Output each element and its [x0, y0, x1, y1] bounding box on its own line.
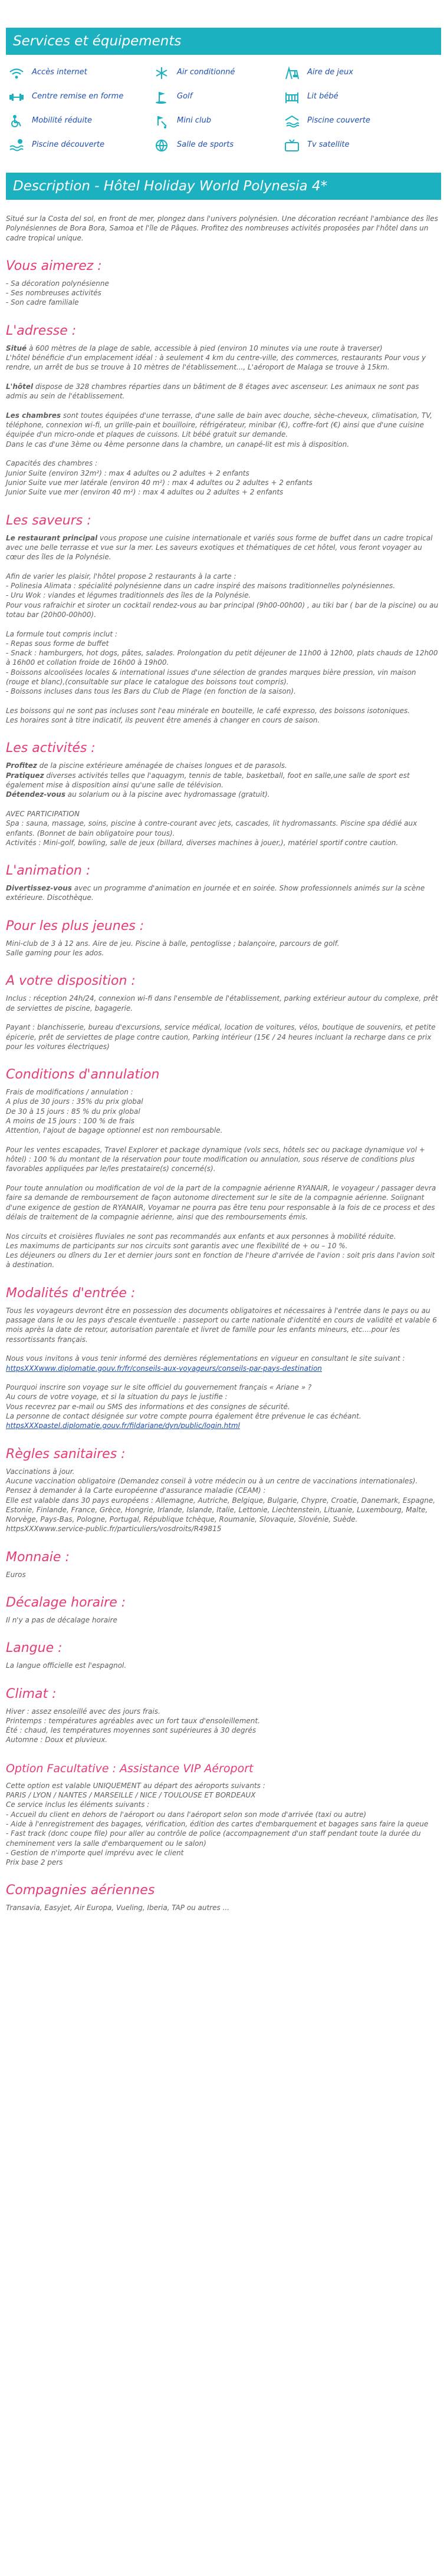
section-line: Nos circuits et croisières fluviales ne sont pas recommandés aux enfants et aux personnes à mobilité réduite. [6, 1232, 396, 1241]
section-line: Automne : Doux et pluvieux. [6, 1736, 108, 1744]
section-line: - Son cadre familiale [6, 298, 79, 307]
section-line: - Ses nombreuses activités [6, 289, 101, 298]
service-label: Mini club [177, 116, 212, 126]
section-line: Euros [6, 1570, 26, 1579]
reference-link[interactable]: httpsXXXwww.diplomatie.gouv.fr/fr/conseils-aux-voyageurs/conseils-par-pays-destination [6, 1364, 322, 1373]
section-heading: Option Facultative : Assistance VIP Aéroport [6, 1762, 254, 1775]
service-label: Golf [177, 92, 193, 101]
section-line: - Repas sous forme de buffet [6, 639, 109, 648]
paragraph-text: avec un programme d'animation en journée et en soirée. Show professionnels animés sur la scène extérieure. Discothèque. [6, 884, 425, 902]
paragraph-text: dispose de 328 chambres réparties dans un bâtiment de 8 étages avec ascenseur. Les animaux ne sont pas admis au sein de l'établissement. [6, 382, 419, 401]
paragraph-lead: L'hôtel [6, 382, 34, 391]
baby-bed-icon [284, 90, 300, 104]
spacer [6, 1013, 441, 1023]
section-line: Attention, l'ajout de bagage optionnel est non remboursable. [6, 1126, 223, 1135]
section-line: Pensez à demander à la Carte européenne d'assurance maladie (CEAM) : [6, 1486, 266, 1495]
paragraph-lead: Le restaurant principal [6, 533, 98, 542]
section-paragraph [6, 382, 441, 401]
section-paragraph [6, 761, 441, 770]
service-label: Tv satellite [307, 140, 350, 150]
section-line: Activités : Mini-golf, bowling, salle de jeux (billard, diverses machines à jouer,), matériel sportif contre caution. [6, 838, 399, 847]
service-label: Mobilité réduite [32, 116, 93, 126]
paragraph-text: vous propose une cuisine internationale et variés sous forme de buffet dans un cadre tropical avec une belle terrasse et vue sur la mer. Les saveurs exotiques et thématiques de cet hôtel, vous feront voyager au cœur des îles de la Polynésie. [6, 533, 433, 562]
section-line: httpsXXXwww.service-public.fr/particuliers/vosdroits/R49815 [6, 1525, 222, 1533]
section-line: - Sa décoration polynésienne [6, 279, 109, 288]
section-line: Pour les ventes escapades, Travel Explorer et package dynamique (vols secs, hôtels sec ou package dynamique vol + hôtel) : 100 % du montant de la réservation pour toute modification ou annulation, sous réserve de conditions plus favorables appliquées par le/les prestataire(s) concerné(s). [6, 1145, 425, 1173]
section-line: AVEC PARTICIPATION [6, 809, 80, 818]
section-line: A moins de 15 jours : 100 % de frais [6, 1117, 134, 1125]
section-heading: Pour les plus jeunes : [6, 918, 144, 934]
section-line: Junior Suite vue mer latérale (environ 40 m²) : max 4 adultes ou 2 adultes + 2 enfants [6, 478, 313, 487]
section-line: Printemps : températures agréables avec un fort taux d'ensoleillement. [6, 1716, 260, 1725]
section-line: Capacités des chambres : [6, 459, 98, 468]
section-heading: Règles sanitaires : [6, 1446, 126, 1462]
section-line: Dans le cas d'une 3ème ou 4ème personne dans la chambre, un canapé-lit est mis à disposition. [6, 440, 350, 448]
service-label: Piscine couverte [307, 116, 370, 126]
section-line: - Uru Wok : viandes et légumes traditionnels des îles de la Polynésie. [6, 591, 251, 600]
section-heading: Compagnies aériennes [6, 1883, 155, 1898]
paragraph-lead: Pratiquez [6, 771, 44, 780]
spacer [6, 1344, 441, 1354]
service-item [8, 61, 153, 85]
service-item [153, 133, 284, 157]
section-line: - Gestion de n'importe quel imprévu avec le client [6, 1848, 184, 1857]
section-paragraph [6, 344, 441, 353]
outdoor-pool-icon [8, 138, 25, 153]
service-item [153, 61, 284, 85]
section-paragraph [6, 883, 441, 903]
spacer [6, 1174, 441, 1183]
section-line: Les horaires sont à titre indicatif, ils peuvent être amenés à changer en cours de saison. [6, 716, 320, 725]
reference-link[interactable]: httpsXXXpastel.diplomatie.gouv.fr/fildariane/dyn/public/login.html [6, 1421, 240, 1430]
section-paragraph [6, 771, 441, 790]
link-line [6, 1364, 441, 1373]
paragraph-lead: Détendez-vous [6, 790, 65, 799]
paragraph-lead: Les chambres [6, 411, 61, 420]
wheelchair-icon [8, 114, 25, 128]
section-line: L'hôtel bénéficie d'un emplacement idéal : à seulement 4 km du centre-ville, des commerces, restaurants Pour vous y rendre, un arrêt de bus se trouve à 10 mètres de l'établissement..., L'aéroport de Malaga se trouve à 15km. [6, 354, 426, 372]
service-label: Piscine découverte [32, 140, 105, 150]
service-item [284, 133, 437, 157]
paragraph-lead: Situé [6, 344, 27, 352]
section-line: Junior Suite (environ 32m²) : max 4 adultes ou 2 adultes + 2 enfants [6, 469, 249, 477]
section-line: La personne de contact désignée sur votre compte pourra également être prévenue le cas échéant. [6, 1412, 361, 1421]
service-label: Centre remise en forme [32, 92, 124, 101]
section-heading: Langue : [6, 1641, 63, 1656]
paragraph-lead: Divertissez-vous [6, 884, 72, 893]
fitness-icon [8, 90, 25, 104]
hotel-page [0, 28, 447, 1913]
services-header: Services et équipements [6, 28, 441, 55]
section-paragraph [6, 533, 441, 562]
section-line: Vous recevrez par e-mail ou SMS des informations et des consignes de sécurité. [6, 1402, 290, 1411]
paragraph-text: au solarium ou à la piscine avec hydromassage (gratuit). [65, 790, 270, 799]
section-line: Au cours de votre voyage, et si la situation du pays le justifie : [6, 1393, 228, 1401]
description-header: Description - Hôtel Holiday World Polynesia 4* [6, 173, 441, 200]
service-item [8, 109, 153, 133]
section-heading: L'animation : [6, 863, 91, 879]
paragraph-text: à 600 mètres de la plage de sable, accessible à pied (environ 10 minutes via une route à traverser) [27, 344, 383, 352]
section-line: Afin de varier les plaisir, l'hôtel propose 2 restaurants à la carte : [6, 572, 236, 580]
section-heading: Les saveurs : [6, 513, 91, 528]
spacer [6, 401, 441, 411]
section-heading: Les activités : [6, 741, 96, 756]
section-line: Transavia, Easyjet, Air Europa, Vueling, Iberia, TAP ou autres ... [6, 1904, 230, 1912]
satellite-tv-icon [284, 138, 300, 153]
service-item [8, 85, 153, 109]
section-heading: Monnaie : [6, 1549, 70, 1565]
section-line: La langue officielle est l'espagnol. [6, 1661, 127, 1670]
service-item [8, 133, 153, 157]
section-line: Ce service inclus les éléments suivants : [6, 1800, 150, 1809]
section-line: Il n'y a pas de décalage horaire [6, 1615, 117, 1624]
section-heading: Vous aimerez : [6, 258, 102, 273]
section-heading: A votre disposition : [6, 974, 136, 989]
minigolf-icon [153, 114, 170, 128]
section-line: Les boissons qui ne sont pas incluses sont l'eau minérale en bouteille, le café expresso, des boissons isotoniques. [6, 706, 410, 715]
section-heading: Conditions d'annulation [6, 1067, 160, 1083]
service-item [284, 109, 437, 133]
section-heading: Décalage horaire : [6, 1595, 126, 1610]
section-line: - Snack : hamburgers, hot dogs, pâtes, salades. Prolongation du petit déjeuner de 11h00 à 12h00, plats chauds de 12h00 à 16h00 et collation froide de 16h00 à 19h00. [6, 649, 438, 667]
paragraph-lead: Profitez [6, 761, 37, 770]
section-line: Vaccinations à jour. [6, 1467, 75, 1476]
service-item [284, 61, 437, 85]
section-line: Aucune vaccination obligatoire (Demandez conseil à votre médecin ou à un centre de vaccinations internationales). [6, 1476, 418, 1485]
golf-icon [153, 90, 170, 104]
service-item [153, 109, 284, 133]
spacer [6, 1373, 441, 1383]
section-line: Pour toute annulation ou modification de vol de la part de la compagnie aérienne RYANAIR, le voyageur / passager devra faire sa demande de remboursement de façon autonome directement sur le site de la compagnie aérienne. Soiignant d'une exigence de gestion de RYANAIR, Voyamar ne pourra pas être tenu pour responsable à la fois de ce process et des délais de traitement de la compagnie aérienne, ainsi que des remboursements émis. [6, 1184, 436, 1221]
service-label: Air conditionné [177, 68, 235, 77]
section-paragraph [6, 411, 441, 440]
section-line: Tous les voyageurs devront être en possession des documents obligatoires et nécessaires à l'entrée dans le pays ou au passage dans le ou les pays d'escale éventuelle : passeport ou carte nationale d'identité en cours de validité et valable 6 mois après la date de retour, autorisation parentale et livret de famille pour les enfants mineurs, etc....pour les ressortissants français. [6, 1306, 437, 1344]
spacer [6, 619, 441, 629]
section-line: PARIS / LYON / NANTES / MARSEILLE / NICE / TOULOUSE ET BORDEAUX [6, 1791, 256, 1800]
section-line: De 30 à 15 jours : 85 % du prix global [6, 1107, 140, 1116]
section-line: Pour vous rafraichir et siroter un cocktail rendez-vous au bar principal (9h00-00h00) , au tiki bar ( bar de la piscine) ou au totau bar (20h00-00h00). [6, 601, 439, 619]
section-line: Les déjeuners ou dîners du 1er et dernier jours sont en fonction de l'heure d'arrivée de l'avion : soit pris dans l'avion soit à destination. [6, 1251, 435, 1269]
sports-icon [153, 138, 170, 153]
playground-icon [284, 66, 300, 80]
paragraph-text: diverses activités telles que l'aquagym, tennis de table, basketball, foot en salle,une salle de sport est également mise à disposition ainsi qu'une salle de télévision. [6, 771, 410, 790]
section-line: - Aide à l'enregistrement des bagages, vérification, édition des cartes d'embarquement et bagages sans faire la queue [6, 1819, 429, 1828]
section-line: - Boissons alcoolisées locales & international issues d'une sélection de grandes marques bière pression, vin maison (rouge et blanc),(consultable sur place le catalogue des boissons tout compris). [6, 668, 416, 686]
section-line: Inclus : réception 24h/24, connexion wi-fi dans l'ensemble de l'établissement, parking extérieur autour du complexe, prêt de serviettes de piscine, bagagerie. [6, 994, 438, 1012]
service-label: Aire de jeux [307, 68, 353, 77]
section-line: - Accueil du client en dehors de l'aéroport ou dans l'aéroport selon son mode d'arrivée (taxi ou autre) [6, 1810, 367, 1819]
section-line: La formule tout compris inclut : [6, 629, 117, 638]
wifi-icon [8, 66, 25, 80]
section-line: Elle est valable dans 30 pays européens : Allemagne, Autriche, Belgique, Bulgarie, Chypre, Croatie, Danemark, Espagne, Estonie, Finlande, France, Grèce, Hongrie, Irlande, Islande, Italie, Lettonie, Liechtenstein, Lituanie, Luxembourg, Malte, Norvège, Pays-Bas, Pologne, Portugal, République tchèque, Roumanie, Slovaquie, Slovénie, Suède. [6, 1496, 436, 1524]
section-line: - Boissons incluses dans tous les Bars du Club de Plage (en fonction de la saison). [6, 687, 296, 696]
section-line: Prix base 2 pers [6, 1858, 63, 1867]
spacer [6, 372, 441, 382]
paragraph-text: de la piscine extérieure aménagée de chaises longues et de parasols. [37, 761, 287, 770]
spacer [6, 562, 441, 571]
section-line: Salle gaming pour les ados. [6, 949, 104, 958]
section-line: Les maximums de participants sur nos circuits sont garantis avec une flexibilité de + ou – 10 %. [6, 1241, 348, 1250]
section-heading: Climat : [6, 1686, 57, 1701]
link-line [6, 1421, 441, 1430]
section-line: Junior Suite vue mer (environ 40 m²) : max 4 adultes ou 2 adultes + 2 enfants [6, 488, 284, 497]
section-line: Mini-club de 3 à 12 ans. Aire de jeu. Piscine à balle, pentoglisse ; balançoire, parcours de golf. [6, 939, 340, 948]
section-line: Été : chaud, les températures moyennes sont supérieures à 30 degrés [6, 1726, 257, 1735]
service-label: Lit bébé [307, 92, 338, 101]
intro-paragraph: Situé sur la Costa del sol, en front de mer, plongez dans l'univers polynésien. Une décoration recréant l'ambiance des îles Polynésiennes de Bora Bora, Samoa et l'île de Pâques. Profitez des nombreuses activités proposées par l'hôtel dans un cadre tropical unique. [6, 215, 438, 242]
section-line: A plus de 30 jours : 35% du prix global [6, 1097, 143, 1106]
section-paragraph [6, 790, 441, 799]
spacer [6, 1222, 441, 1231]
section-line: Spa : sauna, massage, soins, piscine à contre-courant avec jets, cascades, lit hydromassants. Piscine spa dédié aux enfants. (Bonnet de bain obligatoire pour tous). [6, 819, 418, 837]
description-sections [6, 258, 441, 1913]
service-label: Salle de sports [177, 140, 234, 150]
spacer [6, 800, 441, 809]
snowflake-icon [153, 66, 170, 80]
section-line: Payant : blanchisserie, bureau d'excursions, service médical, location de voitures, vélos, boutique de souvenirs, et petite épicerie, prêt de serviettes de plage contre caution, Parking intérieur (15€ / 24 heures incluant la recharge dans ce prix pour les voitures électriques) [6, 1023, 436, 1051]
service-item [284, 85, 437, 109]
indoor-pool-icon [284, 114, 300, 128]
section-line: Frais de modifications / annulation : [6, 1088, 133, 1097]
section-line: Pourquoi inscrire son voyage sur le site officiel du gouvernement français « Ariane » ? [6, 1383, 312, 1392]
paragraph-text: sont toutes équipées d'une terrasse, d'une salle de bain avec douche, sèche-cheveux, climatisation, TV, téléphone, connexion wi-fi, un grille-pain et bouilloire, réfrigérateur, minibar (€), coffre-fort (€) ainsi que d'une cuisine équipée d'un micro-onde et plaques de cuissons. Lit bébé gratuit sur demande. [6, 411, 432, 439]
spacer [6, 449, 441, 459]
section-heading: Modalités d'entrée : [6, 1285, 136, 1301]
spacer [6, 697, 441, 706]
section-line: - Fast track (donc coupe file) pour aller au contrôle de police (accompagnement d'un staff pendant toute la durée du cheminement vers la salle d'embarquement ou le salon) [6, 1829, 421, 1848]
services-grid [6, 55, 441, 157]
section-line: Cette option est valable UNIQUEMENT au départ des aéroports suivants : [6, 1781, 265, 1790]
service-label: Accès internet [32, 68, 87, 77]
section-line: - Polinesia Alimata : spécialité polynésienne dans un cadre inspiré des maisons traditionnelles polynésiennes. [6, 582, 396, 591]
section-heading: L'adresse : [6, 323, 77, 338]
service-item [153, 85, 284, 109]
section-line: Hiver : assez ensoleillé avec des jours frais. [6, 1707, 160, 1716]
section-line: Nous vous invitons à vous tenir informé des dernières réglementations en vigueur en consultant le site suivant : [6, 1354, 405, 1363]
spacer [6, 1136, 441, 1145]
